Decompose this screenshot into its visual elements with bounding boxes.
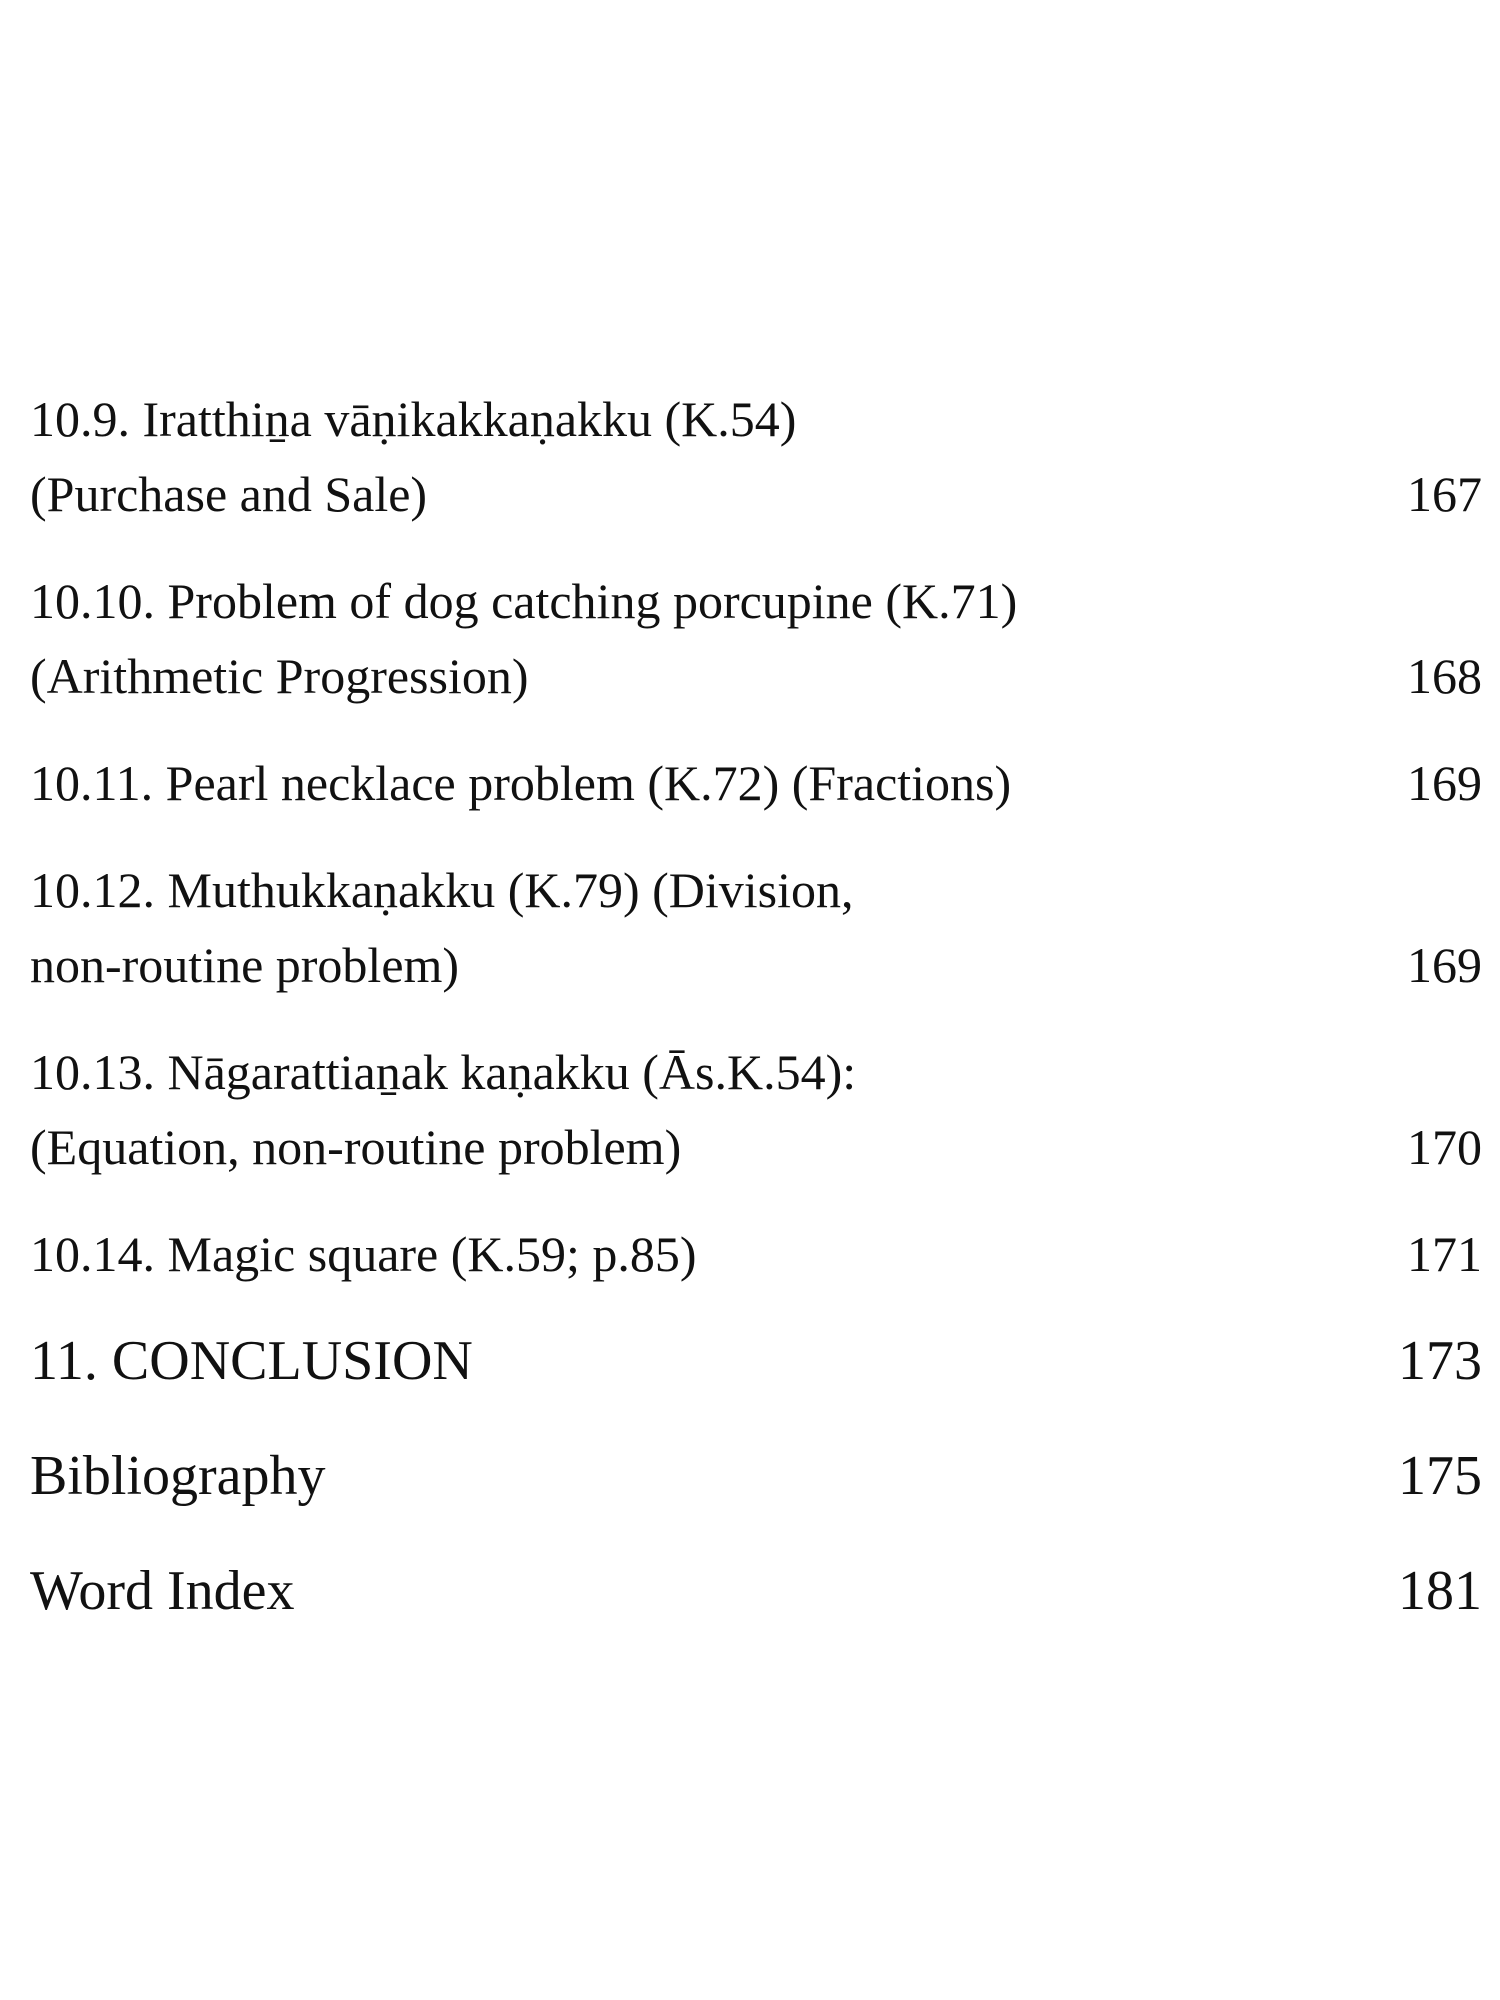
- toc-page-number: 181: [1398, 1560, 1482, 1622]
- toc-entry-10-12: [30, 853, 1482, 1003]
- table-of-contents: [30, 382, 1482, 1669]
- toc-entry-title-line: Word Index: [30, 1560, 295, 1622]
- toc-entry-10-9: [30, 382, 1482, 532]
- toc-page-number: 169: [1407, 937, 1482, 993]
- toc-page-number: 168: [1407, 648, 1482, 704]
- toc-entry-subtitle-line: non-routine problem): [30, 937, 460, 993]
- toc-entry-title-line: 10.13. Nāgarattiaṉak kaṇakku (Ās.K.54):: [30, 1044, 857, 1100]
- toc-entry-subtitle-line: (Equation, non-routine problem): [30, 1119, 682, 1175]
- toc-entry-bibliography: [30, 1439, 1482, 1514]
- toc-entry-title-line: 10.9. Iratthiṉa vāṇikakkaṇakku (K.54): [30, 391, 797, 447]
- toc-entry-title-line: 10.12. Muthukkaṇakku (K.79) (Division,: [30, 862, 854, 918]
- toc-entry-word-index: [30, 1554, 1482, 1629]
- toc-entry-subtitle-line: (Arithmetic Progression): [30, 648, 529, 704]
- toc-entry-10-14: [30, 1217, 1482, 1292]
- toc-entry-title-line: 10.10. Problem of dog catching porcupine (K.71): [30, 573, 1018, 629]
- toc-page-number: 169: [1407, 755, 1482, 811]
- toc-entry-10-13: [30, 1035, 1482, 1185]
- toc-entry-subtitle-line: (Purchase and Sale): [30, 466, 428, 522]
- toc-page-number: 167: [1407, 466, 1482, 522]
- toc-entry-title-line: 10.14. Magic square (K.59; p.85): [30, 1226, 697, 1282]
- toc-entry-title-line: 11. CONCLUSION: [30, 1330, 473, 1392]
- toc-entry-title-line: 10.11. Pearl necklace problem (K.72) (Fractions): [30, 755, 1012, 811]
- toc-page-number: 173: [1398, 1330, 1482, 1392]
- toc-entry-title-line: Bibliography: [30, 1445, 326, 1507]
- toc-page-number: 170: [1407, 1119, 1482, 1175]
- toc-page-number: 171: [1407, 1226, 1482, 1282]
- toc-entry-10-11: [30, 746, 1482, 821]
- toc-entry-conclusion: [30, 1324, 1482, 1399]
- toc-entry-10-10: [30, 564, 1482, 714]
- toc-page-number: 175: [1398, 1445, 1482, 1507]
